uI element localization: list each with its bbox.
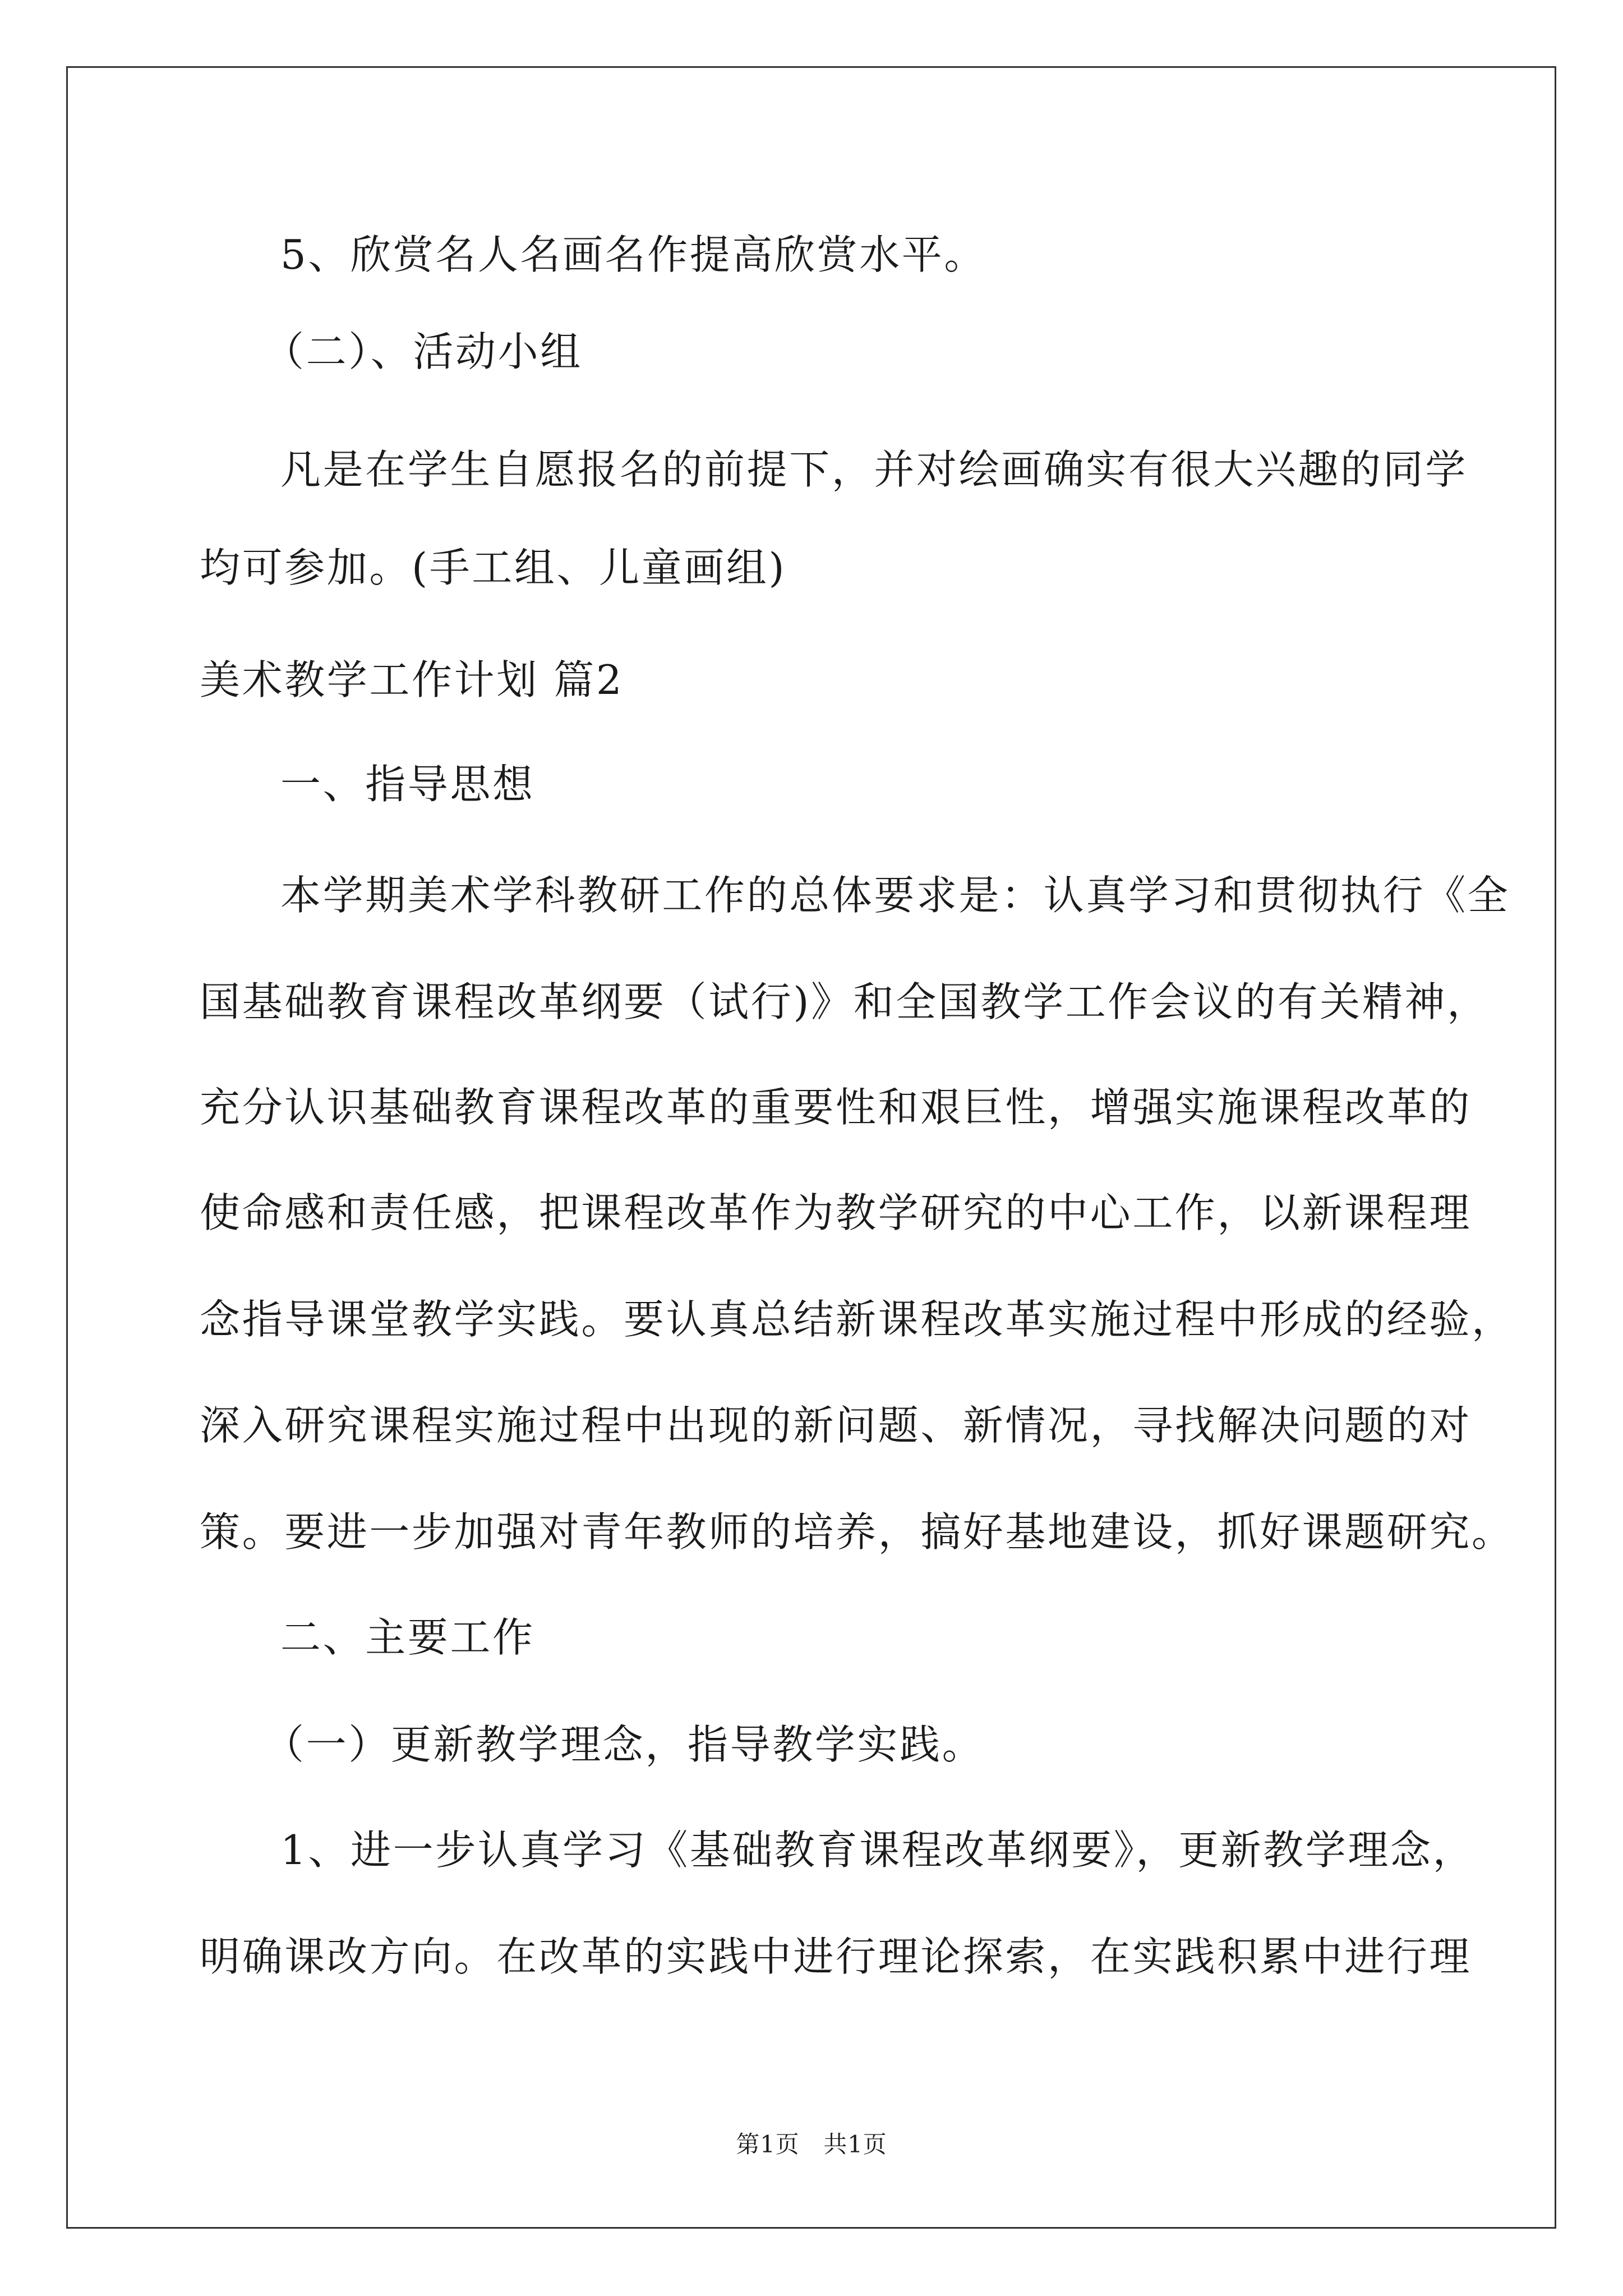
text-line: 1、进一步认真学习《基础教育课程改革纲要》，更新教学理念， xyxy=(280,1826,1476,1874)
text-line: 本学期美术学科教研工作的总体要求是：认真学习和贯彻执行《全 xyxy=(280,872,1510,919)
text-line: 使命感和责任感，把课程改革作为教学研究的中心工作，以新课程理 xyxy=(200,1189,1472,1236)
section-heading: （二）、活动小组 xyxy=(264,328,583,375)
document-title: 美术教学工作计划 篇2 xyxy=(200,656,624,703)
page-border xyxy=(66,66,1556,2229)
text-line: 深入研究课程实施过程中出现的新问题、新情况，寻找解决问题的对 xyxy=(200,1402,1472,1449)
text-line: 明确课改方向。在改革的实践中进行理论探索，在实践积累中进行理 xyxy=(200,1933,1472,1980)
page-number: 第1页 共1页 xyxy=(736,2131,887,2158)
text-line: 均可参加。(手工组、儿童画组) xyxy=(200,544,787,591)
text-line: 念指导课堂教学实践。要认真总结新课程改革实施过程中形成的经验， xyxy=(200,1296,1514,1343)
section-heading: 一、指导思想 xyxy=(280,761,535,808)
section-heading: （一）更新教学理念，指导教学实践。 xyxy=(264,1721,985,1768)
text-line: 充分认识基础教育课程改革的重要性和艰巨性，增强实施课程改革的 xyxy=(200,1084,1472,1131)
section-heading: 二、主要工作 xyxy=(280,1614,535,1661)
text-line: 凡是在学生自愿报名的前提下，并对绘画确实有很大兴趣的同学 xyxy=(280,446,1468,493)
text-line: 5、欣赏名人名画名作提高欣赏水平。 xyxy=(280,231,987,278)
text-line: 策。要进一步加强对青年教师的培养，搞好基地建设，抓好课题研究。 xyxy=(200,1508,1514,1556)
text-line: 国基础教育课程改革纲要（试行)》和全国教学工作会议的有关精神， xyxy=(200,978,1490,1025)
